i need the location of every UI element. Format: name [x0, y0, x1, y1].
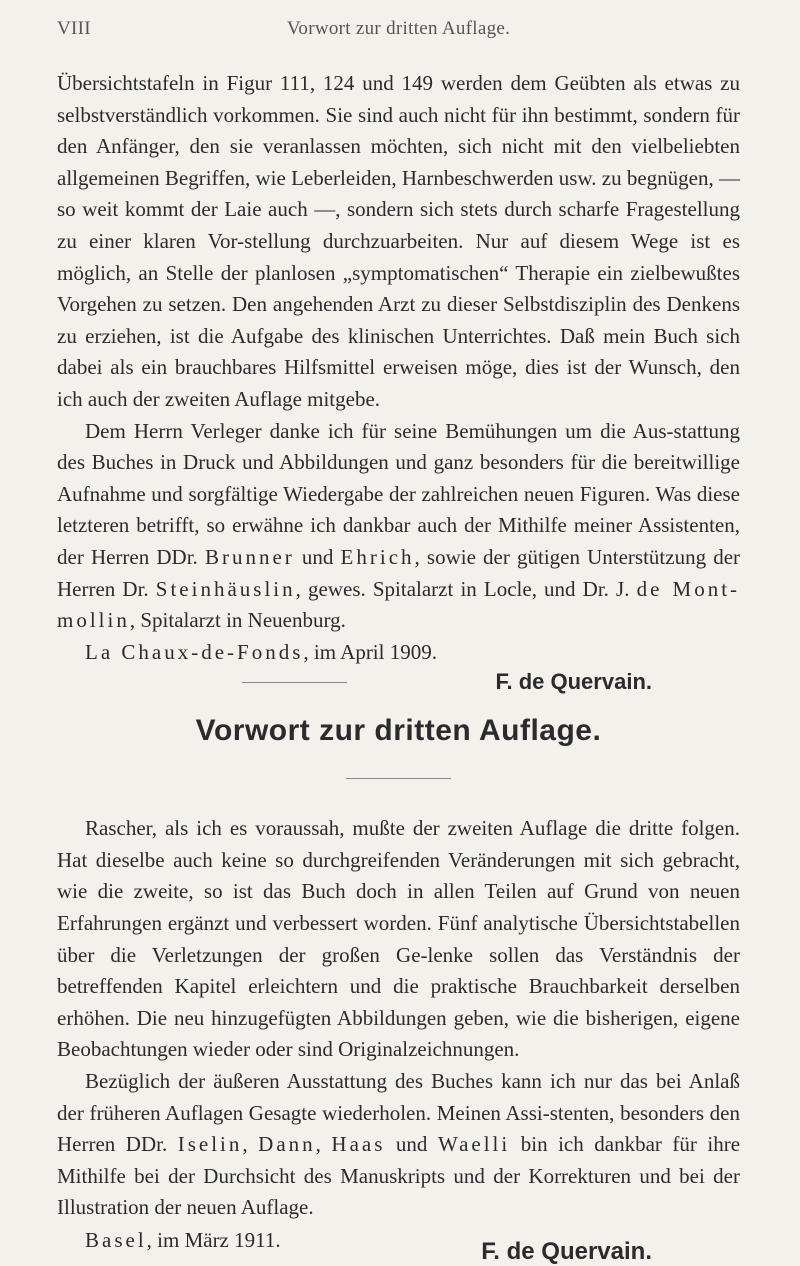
text-span: Dem Herrn Verleger danke ich für seine Bemühungen um die Aus-stattung des Buches in Druck und Abbildungen und ganz besonders für die bereitwillige Aufnahme und sorgfältige Wiedergabe der zahlreichen neuen Figuren. Was diese letzteren betrifft, so erwähne ich dankbar auch der Mithilfe meiner Assistenten, der Herren DDr.: [57, 418, 740, 569]
person-name: Steinhäuslin: [155, 576, 296, 601]
person-name: Brunner: [204, 544, 295, 569]
person-name: Haas: [331, 1132, 386, 1157]
place-date-second: [57, 637, 740, 669]
text-span: , gewes. Spitalarzt in Locle, und Dr. J.: [295, 576, 630, 601]
page-number: VIII: [57, 18, 91, 39]
date-text: , im April 1909.: [303, 639, 437, 664]
running-title: Vorwort zur dritten Auflage.: [286, 18, 511, 39]
place-name: Basel: [85, 1228, 147, 1252]
person-name: Waelli: [437, 1132, 511, 1157]
page: [57, 18, 740, 1264]
paragraph-third-2: Bezüglich der äußeren Ausstattung des Buches kann ich nur das bei Anlaß der früheren Auflagen Gesagte wiederholen. Meinen Assi-stenten, besonders den Herren DDr. Iselin, Dann, Haas und Waelli bin ich dankbar für ihre Mithilfe bei der Durchsicht des Manuskripts und der Korrekturen und bei der Illustration der neuen Auflage.: [57, 1069, 741, 1220]
text-span: , sowie der gütigen Unterstützung der Herren Dr.: [57, 544, 741, 601]
text-span: und: [395, 1132, 428, 1157]
text-span: , Spitalarzt in Neuenburg.: [129, 608, 346, 633]
person-name: Dann: [258, 1132, 316, 1157]
divider: [242, 682, 347, 683]
paragraph-second-2: [57, 416, 740, 637]
signature-row-second: [57, 668, 740, 706]
place-name: La Chaux-de-Fonds: [85, 639, 304, 664]
text-span: bin ich dankbar für ihre Mithilfe bei der Durchsicht des Manuskripts und der Korrekturen und bei der Illustration der neuen Auflage.: [57, 1132, 741, 1220]
running-head: [57, 18, 740, 50]
text-span: Bezüglich der äußeren Ausstattung des Buches kann ich nur das bei Anlaß der früheren Auflagen Gesagte wiederholen. Meinen Assi-stenten, besonders den Herren DDr.: [57, 1069, 740, 1157]
signature: F. de Quervain.: [481, 1238, 652, 1265]
paragraph-third-1: Rascher, als ich es voraussah, mußte der zweiten Auflage die dritte folgen. Hat dieselbe auch keine so durchgreifenden Veränderungen mit sich gebracht, wie die zweite, so ist das Buch doch in allen Teilen auf Grund von neuen Erfahrungen ergänzt und verbessert worden. Fünf analytische Übersichtstabellen über die Verletzungen der großen Ge-lenke sollen das Verständnis der betreffenden Kapitel erleichtern und die praktische Brauchbarkeit derselben erhöhen. Die neu hinzugefügten Abbildungen geben, wie die bisherigen, eigene Beobachtungen wieder oder sind Originalzeichnungen.: [57, 816, 740, 1062]
person-name: Ehrich: [340, 544, 415, 569]
divider: [346, 778, 451, 779]
signature: F. de Quervain.: [495, 669, 652, 695]
person-name: de Mont-mollin: [57, 576, 741, 633]
section-heading: Vorwort zur dritten Auflage.: [195, 714, 602, 748]
place-date-third: [85, 1228, 281, 1253]
person-name: Iselin: [177, 1132, 243, 1157]
date-text: , im März 1911.: [146, 1228, 281, 1252]
paragraph-second-1: Übersichtstafeln in Figur 111, 124 und 149 werden dem Geübten als etwas zu selbstverständlich vorkommen. Sie sind auch nicht für ihn bestimmt, sondern für den Anfänger, den sie veranlassen möchten, sich nicht mit den vielbeliebten allgemeinen Begriffen, wie Leberleiden, Harnbeschwerden usw. zu begnügen, — so weit kommt der Laie auch —, sondern sich stets durch scharfe Fragestellung zu einer klaren Vor-stellung durchzuarbeiten. Nur auf diesem Wege ist es möglich, an Stelle der planlosen „symptomatischen“ Therapie ein zielbewußtes Vorgehen zu setzen. Den angehenden Arzt zu dieser Selbstdisziplin des Denkens zu erziehen, ist die Aufgabe des klinischen Unterrichtes. Daß mein Buch sich dabei als ein brauchbares Hilfsmittel erweisen möge, dies ist der Wunsch, den ich auch der zweiten Auflage mitgebe.: [57, 71, 740, 411]
signature-row-third: [57, 1224, 740, 1264]
text-span: und: [301, 544, 334, 569]
